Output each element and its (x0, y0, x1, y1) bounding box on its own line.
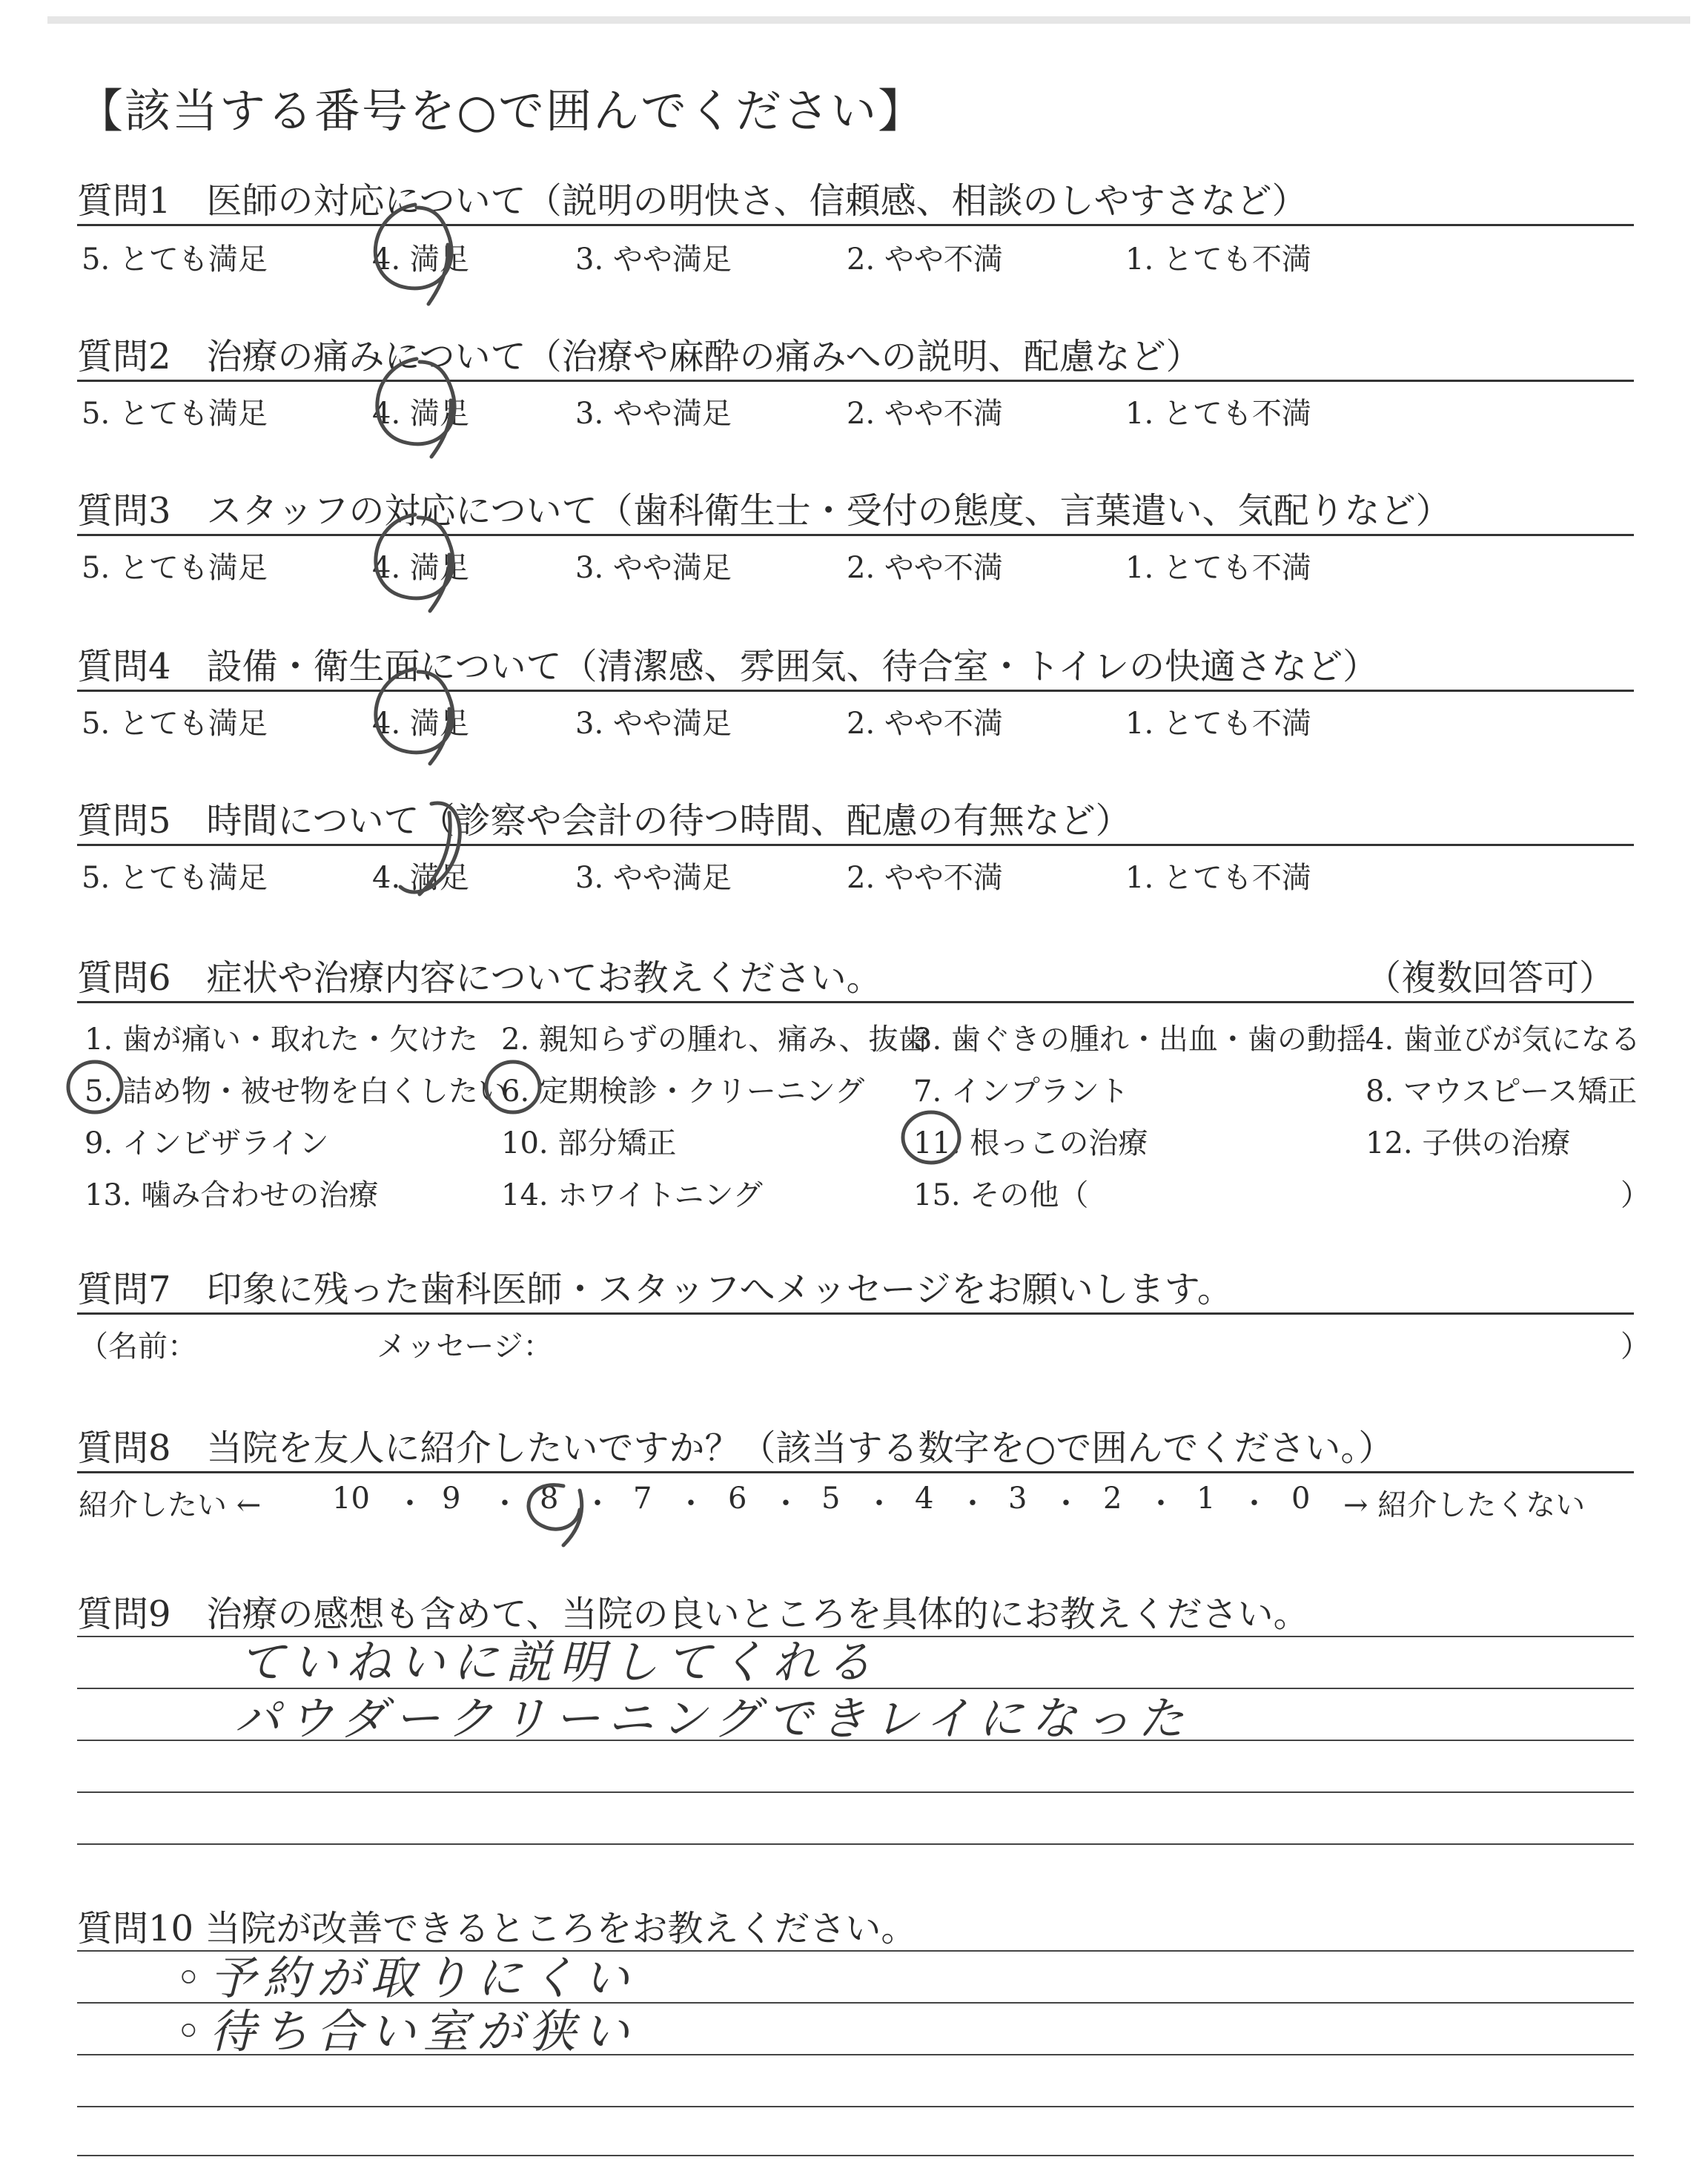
q4-title: 質問4 設備・衛生面について（清潔感、雰囲気、待合室・トイレの快適さなど） (77, 646, 1379, 687)
q6-multiple-note: （複数回答可） (1366, 957, 1615, 999)
q6-other-close: ） (1621, 1178, 1650, 1212)
q4-option-1[interactable]: 1. とても不満 (1125, 707, 1311, 741)
q10-writing-line (77, 2106, 1634, 2107)
q5-title: 質問5 時間について（診察や会計の待つ時間、配慮の有無など） (77, 800, 1131, 842)
q8-dot: ・ (490, 1487, 520, 1521)
q1-option-5[interactable]: 5. とても満足 (82, 242, 268, 277)
q1-rule (77, 224, 1634, 226)
q3-option-4[interactable]: 4. 満足 (372, 551, 469, 585)
q8-title: 質問8 当院を友人に紹介したいですか？（該当する数字を○で囲んでください。） (77, 1427, 1394, 1469)
q6-rule (77, 1001, 1634, 1003)
q3-option-5[interactable]: 5. とても満足 (82, 551, 268, 585)
q2-option-3[interactable]: 3. やや満足 (575, 397, 732, 431)
q1-option-3[interactable]: 3. やや満足 (575, 242, 732, 277)
q3-option-1[interactable]: 1. とても不満 (1125, 551, 1311, 585)
q6-option-10[interactable]: 10. 部分矯正 (501, 1126, 677, 1160)
q8-dot: ・ (771, 1487, 801, 1521)
q10-answer-line-1[interactable]: ◦予約が取りにくい (175, 1951, 637, 2005)
q6-option-13[interactable]: 13. 噛み合わせの治療 (85, 1178, 379, 1212)
q9-answer-line-2[interactable]: パウダークリーニングできレイになった (234, 1691, 1192, 1745)
q5-rule (77, 844, 1634, 846)
q6-option-11[interactable]: 11. 根っこの治療 (913, 1126, 1148, 1160)
q2-option-5[interactable]: 5. とても満足 (82, 397, 268, 431)
q6-option-2[interactable]: 2. 親知らずの腫れ、痛み、抜歯 (501, 1023, 928, 1057)
q8-score-3[interactable]: 3 (1008, 1482, 1027, 1516)
q4-option-5[interactable]: 5. とても満足 (82, 707, 268, 741)
q1-option-4[interactable]: 4. 満足 (372, 242, 469, 277)
q8-rule (77, 1471, 1634, 1473)
q8-dot: ・ (583, 1487, 612, 1521)
q7-close: ） (1621, 1330, 1650, 1364)
q6-option-5[interactable]: 5. 詰め物・被せ物を白くしたい (85, 1074, 508, 1109)
q8-dot: ・ (864, 1487, 894, 1521)
q1-option-1[interactable]: 1. とても不満 (1125, 242, 1311, 277)
q7-rule (77, 1312, 1634, 1315)
q2-option-4[interactable]: 4. 満足 (372, 397, 469, 431)
q4-rule (77, 690, 1634, 692)
q3-rule (77, 534, 1634, 536)
q8-left-label: 紹介したい ← (79, 1488, 262, 1522)
q8-dot: ・ (395, 1487, 425, 1521)
q8-dot: ・ (1146, 1487, 1176, 1521)
q8-score-2[interactable]: 2 (1103, 1482, 1122, 1516)
q2-option-2[interactable]: 2. やや不満 (847, 397, 1003, 431)
q6-option-15[interactable]: 15. その他（ (913, 1178, 1089, 1212)
q9-writing-line (77, 1791, 1634, 1793)
form-heading: 【該当する番号を○で囲んでください】 (77, 84, 926, 138)
q10-title: 質問10 当院が改善できるところをお教えください。 (77, 1908, 917, 1949)
q9-writing-line (77, 1843, 1634, 1845)
q5-option-2[interactable]: 2. やや不満 (847, 861, 1003, 895)
q6-option-4[interactable]: 4. 歯並びが気になる (1366, 1023, 1641, 1057)
q3-option-2[interactable]: 2. やや不満 (847, 551, 1003, 585)
q6-option-6[interactable]: 6. 定期検診・クリーニング (501, 1074, 865, 1109)
q8-dot: ・ (958, 1487, 987, 1521)
q8-score-8[interactable]: 8 (540, 1482, 559, 1516)
q8-right-label: → 紹介したくない (1343, 1488, 1586, 1522)
q10-answer-line-2[interactable]: ◦待ち合い室が狭い (175, 2004, 637, 2058)
q1-title: 質問1 医師の対応について（説明の明快さ、信頼感、相談のしやすさなど） (77, 180, 1308, 222)
q6-option-3[interactable]: 3. 歯ぐきの腫れ・出血・歯の動揺 (913, 1023, 1366, 1057)
q8-dot: ・ (1051, 1487, 1081, 1521)
q8-score-1[interactable]: 1 (1196, 1482, 1216, 1516)
q4-option-3[interactable]: 3. やや満足 (575, 707, 732, 741)
q4-option-2[interactable]: 2. やや不満 (847, 707, 1003, 741)
q5-option-1[interactable]: 1. とても不満 (1125, 861, 1311, 895)
q6-option-14[interactable]: 14. ホワイトニング (501, 1178, 763, 1212)
q6-option-7[interactable]: 7. インプラント (913, 1074, 1129, 1109)
q7-message-label[interactable]: メッセージ： (377, 1330, 553, 1364)
q2-title: 質問2 治療の痛みについて（治療や麻酔の痛みへの説明、配慮など） (77, 336, 1202, 377)
q9-answer-line-1[interactable]: ていねいに説明してくれる (239, 1635, 880, 1689)
q1-option-2[interactable]: 2. やや不満 (847, 242, 1003, 277)
q6-option-12[interactable]: 12. 子供の治療 (1366, 1126, 1571, 1160)
q3-option-3[interactable]: 3. やや満足 (575, 551, 732, 585)
q7-name-label[interactable]: （名前： (79, 1330, 197, 1364)
q8-score-5[interactable]: 5 (821, 1482, 841, 1516)
scan-edge (47, 16, 1690, 24)
q3-title: 質問3 スタッフの対応について（歯科衛生士・受付の態度、言葉遣い、気配りなど） (77, 490, 1452, 532)
q10-writing-line (77, 2155, 1634, 2156)
q9-title: 質問9 治療の感想も含めて、当院の良いところを具体的にお教えください。 (77, 1593, 1309, 1635)
q8-score-10[interactable]: 10 (332, 1482, 370, 1516)
q5-option-3[interactable]: 3. やや満足 (575, 861, 732, 895)
q7-title: 質問7 印象に残った歯科医師・スタッフへメッセージをお願いします。 (77, 1269, 1233, 1310)
q8-score-6[interactable]: 6 (728, 1482, 747, 1516)
q4-option-4[interactable]: 4. 満足 (372, 707, 469, 741)
q8-score-9[interactable]: 9 (442, 1482, 461, 1516)
q5-option-5[interactable]: 5. とても満足 (82, 861, 268, 895)
q8-dot: ・ (1239, 1487, 1269, 1521)
q5-option-4[interactable]: 4. 満足 (372, 861, 469, 895)
q6-option-1[interactable]: 1. 歯が痛い・取れた・欠けた (85, 1023, 478, 1057)
q2-option-1[interactable]: 1. とても不満 (1125, 397, 1311, 431)
q8-score-7[interactable]: 7 (633, 1482, 652, 1516)
q6-option-9[interactable]: 9. インビザライン (85, 1126, 329, 1160)
q8-score-0[interactable]: 0 (1291, 1482, 1311, 1516)
q6-option-8[interactable]: 8. マウスピース矯正 (1366, 1074, 1638, 1109)
q6-title: 質問6 症状や治療内容についてお教えください。 (77, 957, 882, 999)
q8-dot: ・ (676, 1487, 706, 1521)
q8-score-4[interactable]: 4 (915, 1482, 934, 1516)
q2-rule (77, 380, 1634, 382)
